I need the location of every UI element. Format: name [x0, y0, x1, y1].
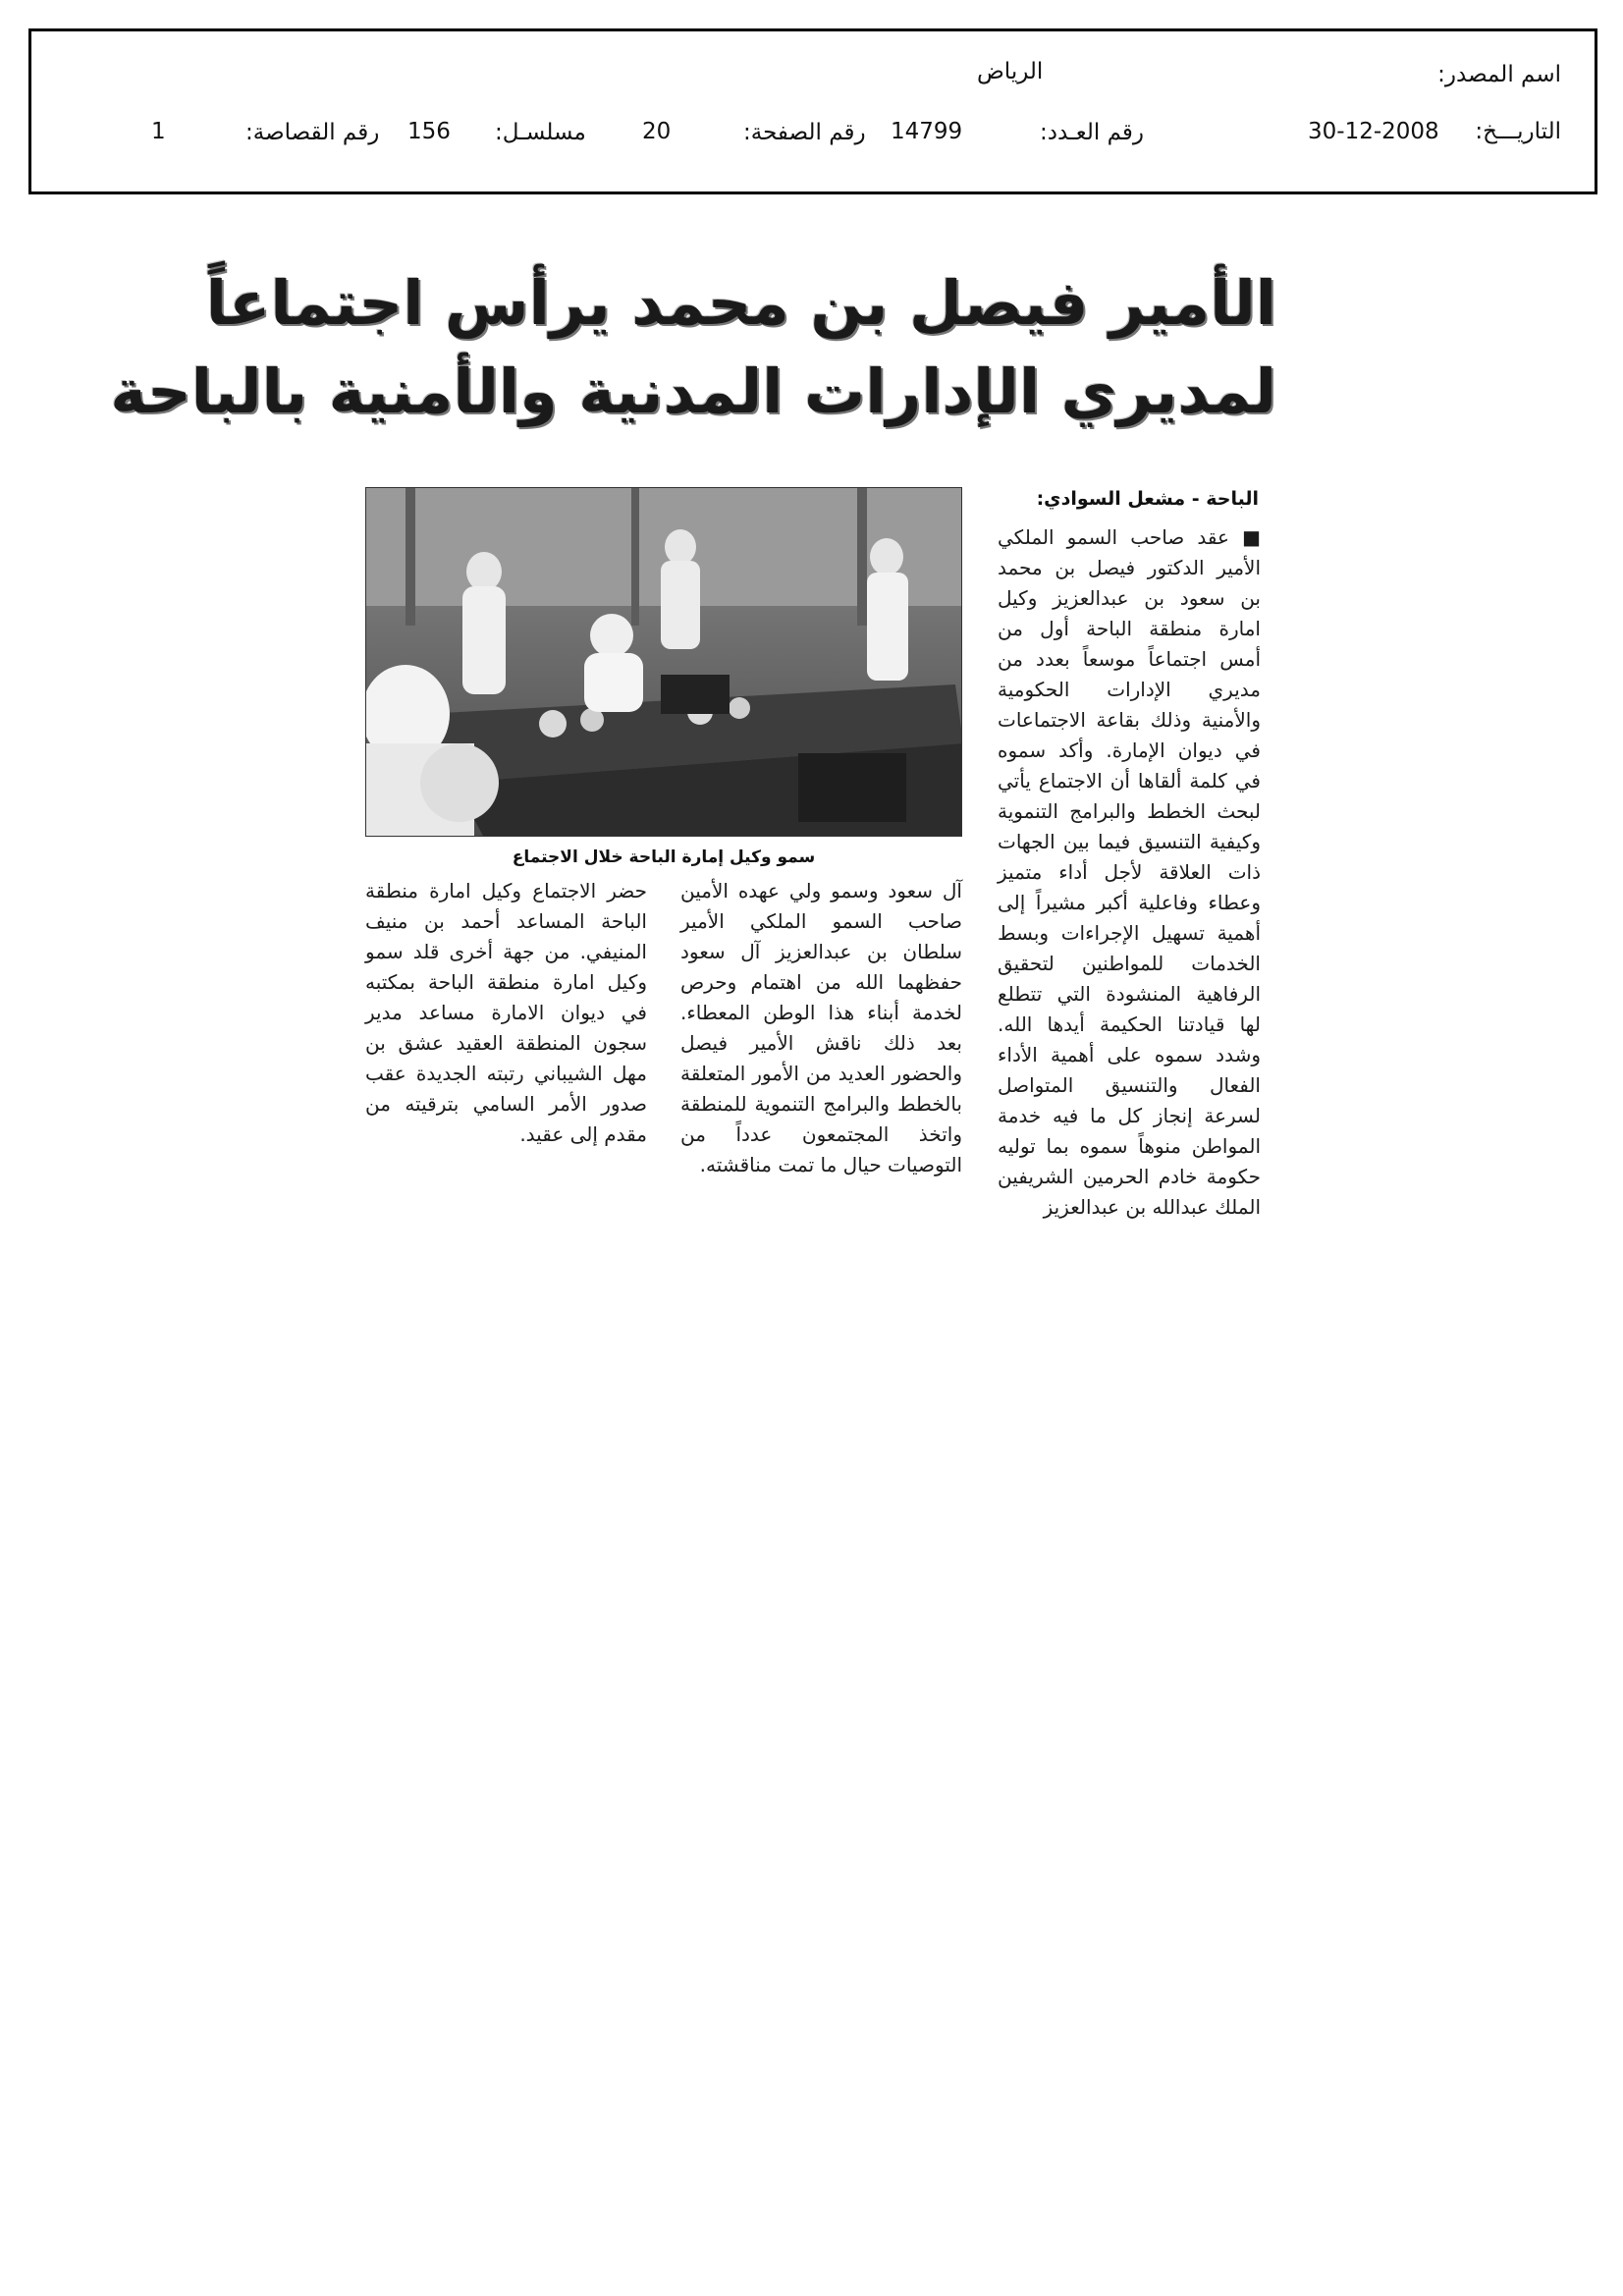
- meeting-photo-illustration: [366, 488, 962, 837]
- meeting-photo: [365, 487, 962, 837]
- article-column-middle: [680, 876, 962, 1180]
- page-value: 20: [642, 119, 672, 144]
- article-column-right: [998, 522, 1261, 1223]
- issue-label: رقم العـدد:: [1040, 120, 1145, 145]
- newspaper-clipping: [110, 246, 1296, 1252]
- column-right-text: ■ عقد صاحب السمو الملكي الأمير الدكتور فيصل بن محمد بن سعود بن عبدالعزيز وكيل امارة منطقة الباحة أول من أمس اجتماعاً موسعاً بعدد من مديري الإدارات الحكومية والأمنية وذلك بقاعة الاجتماعات في ديوان الإمارة. وأكد سموه في كلمة ألقاها أن الاجتماع يأتي لبحث الخطط والبرامج التنموية وكيفية التنسيق فيما بين الجهات ذات العلاقة لأجل أداء متميز وعطاء وفاعلية أكبر مشيراً إلى أهمية تسهيل الإجراءات وبسط الخدمات للمواطنين لتحقيق الرفاهية المنشودة التي تتطلع لها قيادتنا الحكيمة أيدها الله. وشدد سموه على أهمية الأداء الفعال والتنسيق المتواصل لسرعة إنجاز كل ما فيه خدمة المواطن منوهاً سموه بما توليه حكومة خادم الحرمين الشريفين الملك عبدالله بن عبدالعزيز: [998, 525, 1261, 1219]
- issue-value: 14799: [891, 119, 963, 144]
- source-label: اسم المصدر:: [1437, 62, 1561, 87]
- headline-line-2: لمديري الإدارات المدنية والأمنية بالباحة: [110, 355, 1276, 427]
- page-label: رقم الصفحة:: [743, 120, 866, 145]
- article-column-left: [365, 876, 647, 1150]
- article-byline: الباحة - مشعل السوادي:: [1036, 488, 1259, 510]
- column-left-text: حضر الاجتماع وكيل امارة منطقة الباحة المساعد أحمد بن منيف المنيفي. من جهة أخرى قلد سمو وكيل امارة منطقة الباحة بمكتبه في ديوان الامارة مساعد مدير سجون المنطقة العقيد عشق بن مهل الشيباني رتبته الجديدة عقب صدور الأمر السامي بترقيته من مقدم إلى عقيد.: [365, 879, 647, 1146]
- serial-label: مسلسـل:: [495, 120, 586, 145]
- headline-line-1: الأمير فيصل بن محمد يرأس اجتماعاً: [205, 267, 1276, 339]
- clip-number-label: رقم القصاصة:: [245, 120, 380, 145]
- document-header-box: [28, 28, 1597, 194]
- clip-number-value: 1: [151, 119, 166, 144]
- source-value: الرياض: [977, 59, 1044, 84]
- column-middle-text: آل سعود وسمو ولي عهده الأمين صاحب السمو الملكي الأمير سلطان بن عبدالعزيز آل سعود حفظهما الله من اهتمام وحرص لخدمة أبناء هذا الوطن المعطاء. بعد ذلك ناقش الأمير فيصل والحضور العديد من الأمور المتعلقة بالخطط والبرامج التنموية للمنطقة واتخذ المجتمعون عدداً من التوصيات حيال ما تمت مناقشته.: [680, 879, 962, 1176]
- date-label: التاريـــخ:: [1475, 119, 1561, 144]
- serial-value: 156: [407, 119, 451, 144]
- photo-caption: سمو وكيل إمارة الباحة خلال الاجتماع: [512, 847, 816, 867]
- date-value: 30-12-2008: [1308, 119, 1439, 144]
